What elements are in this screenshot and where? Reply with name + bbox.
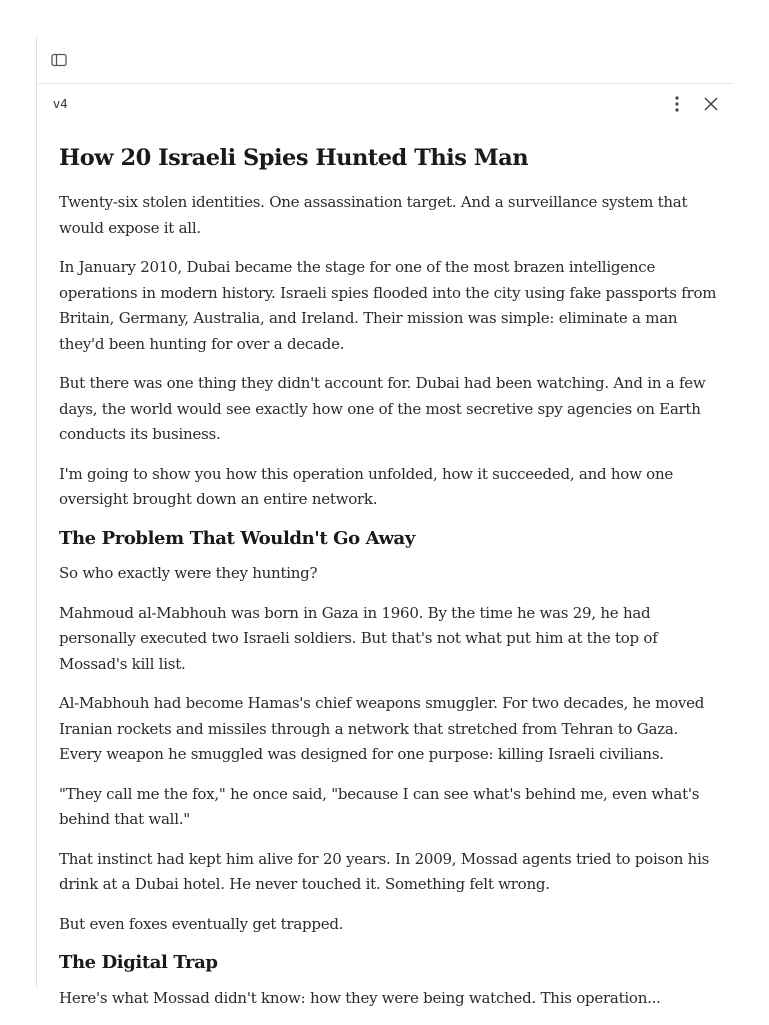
paragraph: I'm going to show you how this operation unfolded, how it succeeded, and how one oversight brought down an entire network.	[59, 464, 673, 509]
document-header	[37, 84, 734, 124]
document-content	[59, 144, 719, 1025]
more-options-button[interactable]	[667, 94, 687, 114]
sidebar-panel-icon	[50, 52, 68, 68]
close-button[interactable]	[701, 94, 721, 114]
paragraph: Here's what Mossad didn't know: how they were being watched. This operation...	[59, 988, 661, 1007]
paragraph: That instinct had kept him alive for 20 years. In 2009, Mossad agents tried to poison his drink at a Dubai hotel. He never touched it. Something felt wrong.	[59, 849, 710, 894]
paragraph: Mahmoud al-Mabhouh was born in Gaza in 1960. By the time he was 29, he had personally executed two Israeli soldiers. But that's not what put him at the top of Mossad's kill list.	[59, 603, 658, 673]
section-heading: The Problem That Wouldn't Go Away	[59, 527, 415, 549]
top-toolbar	[37, 36, 734, 84]
sidebar-toggle-button[interactable]	[50, 52, 68, 68]
paragraph: "They call me the fox," he once said, "because I can see what's behind me, even what's behind that wall."	[59, 784, 700, 829]
close-x-icon	[701, 94, 721, 114]
section-heading: The Digital Trap	[59, 952, 218, 974]
vertical-ellipsis-icon	[667, 94, 687, 114]
document-panel	[36, 36, 769, 1007]
paragraph: So who exactly were they hunting?	[59, 564, 318, 583]
paragraph: In January 2010, Dubai became the stage for one of the most brazen intelligence operations in modern history. Israeli spies flooded into the city using fake passports from Britain, Germany, Australia, and Ireland. Their mission was simple: eliminate a man they'd been hunting for over a decade.	[59, 258, 717, 353]
document-title: How 20 Israeli Spies Hunted This Man	[59, 145, 529, 171]
paragraph: But there was one thing they didn't account for. Dubai had been watching. And in a few days, the world would see exactly how one of the most secretive spy agencies on Earth conducts its business.	[59, 374, 706, 444]
paragraph: Al-Mabhouh had become Hamas's chief weapons smuggler. For two decades, he moved Iranian rockets and missiles through a network that stretched from Tehran to Gaza. Every weapon he smuggled was designed for one purpose: killing Israeli civilians.	[59, 694, 705, 764]
paragraph: Twenty-six stolen identities. One assassination target. And a surveillance system that would expose it all.	[59, 193, 688, 237]
paragraph: But even foxes eventually get trapped.	[59, 914, 344, 933]
version-label: v4	[53, 97, 68, 111]
